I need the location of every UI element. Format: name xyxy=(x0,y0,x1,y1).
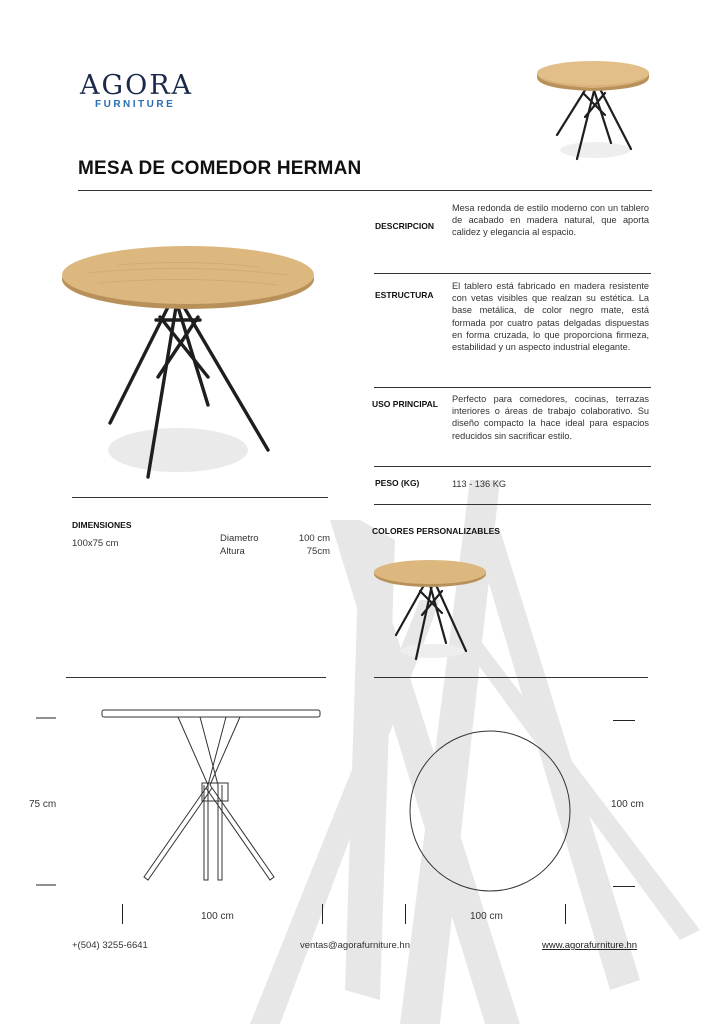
product-title: MESA DE COMEDOR HERMAN xyxy=(78,158,362,179)
dimension-name-diametro: Diametro xyxy=(220,533,259,544)
dimensions-label: DIMENSIONES xyxy=(72,520,132,530)
spec-text-peso: 113 - 136 KG xyxy=(452,479,506,489)
spec-divider xyxy=(374,504,651,505)
spec-text-estructura: El tablero está fabricado en madera resistente con vetas visibles que realzan su estética. La base metálica, de color negro mate, está formada por cuatro patas delgadas dispuestas en forma cruzada, lo que proporciona firmeza, estabilidad y un aspecto industrial elegante. xyxy=(452,281,649,353)
footer-email[interactable]: ventas@agorafurniture.hn xyxy=(300,940,410,951)
spec-label-estructura: ESTRUCTURA xyxy=(375,290,434,300)
title-divider xyxy=(78,190,652,191)
dimension-tick xyxy=(405,904,406,924)
spec-text-descripcion: Mesa redonda de estilo moderno con un tablero de acabado en madera natural, que aporta calidez y elegancia al espacio. xyxy=(452,203,649,238)
dimension-name-altura: Altura xyxy=(220,546,245,557)
brand-logo-text: AGORA xyxy=(80,70,194,101)
drawing-divider-right xyxy=(374,677,648,678)
dimension-value-diametro: 100 cm xyxy=(298,533,330,544)
spec-divider xyxy=(374,273,651,274)
colors-label: COLORES PERSONALIZABLES xyxy=(372,526,500,536)
brand-logo-subtext: FURNITURE xyxy=(95,99,176,110)
dimensions-summary: 100x75 cm xyxy=(72,538,119,549)
spec-label-descripcion: DESCRIPCION xyxy=(375,221,435,231)
main-table-image xyxy=(58,245,320,485)
dimension-tick xyxy=(122,904,123,924)
drawing-divider-left xyxy=(66,677,326,678)
footer-phone[interactable]: +(504) 3255-6641 xyxy=(72,940,148,951)
spec-divider xyxy=(374,387,651,388)
spec-label-uso: USO PRINCIPAL xyxy=(372,399,438,409)
dimensions-divider xyxy=(72,497,328,498)
dimension-tick xyxy=(565,904,566,924)
dimension-tick xyxy=(613,886,635,887)
dimension-tick xyxy=(613,720,635,721)
height-dimension-label: 75 cm xyxy=(29,799,57,810)
spec-text-uso: Perfecto para comedores, cocinas, terrazas interiores o áreas de trabajo colaborativo. Su diseño compacto la hace ideal para espacios reducidos sin sacrificar estilo. xyxy=(452,394,649,441)
dimension-tick xyxy=(322,904,323,924)
side-width-label: 100 cm xyxy=(201,911,234,922)
side-elevation-drawing xyxy=(30,705,330,905)
spec-divider xyxy=(374,466,651,467)
color-option-wood-image[interactable] xyxy=(372,555,490,663)
top-width-label: 100 cm xyxy=(470,911,503,922)
dimension-value-altura: 75cm xyxy=(306,546,330,557)
top-diameter-label: 100 cm xyxy=(611,799,644,810)
table-thumbnail-image xyxy=(535,55,653,163)
footer-website-link[interactable]: www.agorafurniture.hn xyxy=(542,940,638,951)
spec-label-peso: PESO (KG) xyxy=(375,478,420,488)
top-view-drawing xyxy=(404,725,576,897)
